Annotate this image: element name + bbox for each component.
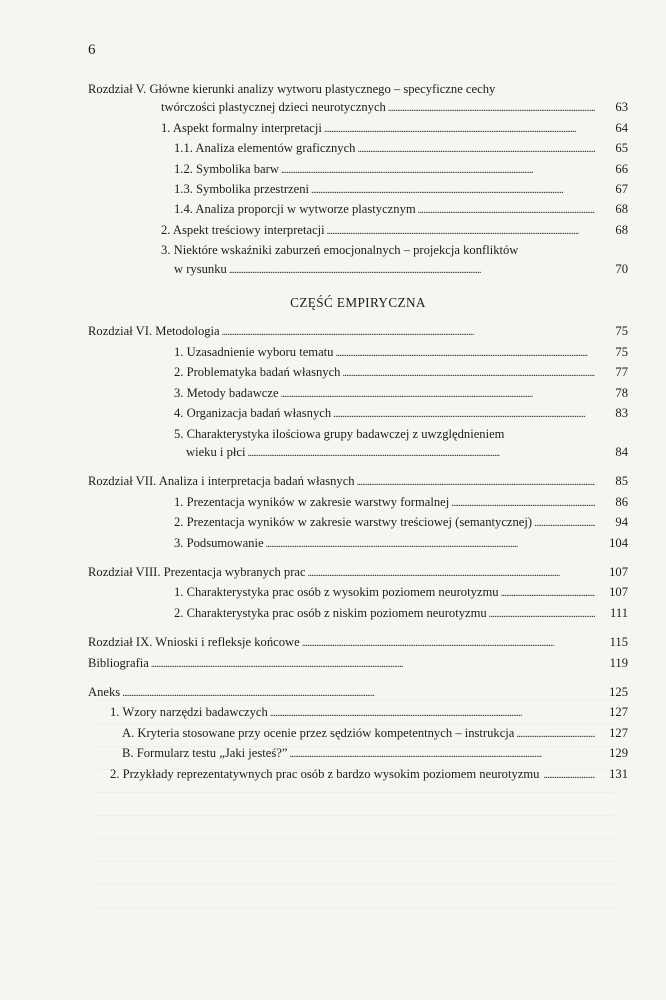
toc-entry: 1. Uzasadnienie wyboru tematu . . . 75 [88,343,628,363]
toc-entry: 2. Przykłady reprezentatywnych prac osób z bardzo wysokim poziomem neurotyzmu . . . 131 [88,765,628,785]
chapter-5-title-cont: twórczości plastycznej dzieci neurotycznych . . . 63 [88,98,628,118]
toc-entry: 2. Charakterystyka prac osób z niskim poziomem neurotyzmu . . . 111 [88,604,628,624]
toc-entry: 1.2. Symbolika barw . . . 66 [88,160,628,180]
toc-entry: 1. Wzory narzędzi badawczych . . . 127 [88,703,628,723]
chapter-8-title: Rozdział VIII. Prezentacja wybranych prac . . . 107 [88,563,628,583]
toc-entry: 1. Aspekt formalny interpretacji . . . 64 [88,119,628,139]
chapter-9-title: Rozdział IX. Wnioski i refleksje końcowe . . . 115 [88,633,628,653]
toc-entry: 3. Metody badawcze . . . 78 [88,384,628,404]
toc-entry: 4. Organizacja badań własnych . . . 83 [88,404,628,424]
toc-entry-multiline: 5. Charakterystyka ilościowa grupy badawczej z uwzględnieniem [174,426,505,441]
toc-entry: 2. Aspekt treściowy interpretacji . . . 68 [88,221,628,241]
table-of-contents [88,80,628,785]
toc-entry: 1.4. Analiza proporcji w wytworze plastycznym . . . 68 [88,200,628,220]
toc-entry: B. Formularz testu „Jaki jesteś?” . . . 129 [88,744,628,764]
bibliography-entry: Bibliografia . . . 119 [88,654,628,674]
toc-entry: 1. Prezentacja wyników w zakresie warstwy formalnej . . . 86 [88,493,628,513]
toc-entry: 3. Podsumowanie . . . 104 [88,534,628,554]
annex-entry: Aneks . . . 125 [88,683,628,703]
toc-entry: 1. Charakterystyka prac osób z wysokim poziomem neurotyzmu . . . 107 [88,583,628,603]
chapter-7-title: Rozdział VII. Analiza i interpretacja badań własnych . . . 85 [88,472,628,492]
chapter-6-title: Rozdział VI. Metodologia . . . 75 [88,322,628,342]
toc-entry: 2. Prezentacja wyników w zakresie warstwy treściowej (semantycznej) . . . 94 [88,513,628,533]
toc-entry-multiline: 3. Niektóre wskaźniki zaburzeń emocjonalnych – projekcja konfliktów [161,243,519,258]
toc-entry: A. Kryteria stosowane przy ocenie przez sędziów kompetentnych – instrukcja . . . 127 [88,724,628,744]
show-through-background [95,700,615,980]
toc-entry-cont: w rysunku . . . 70 [88,260,628,280]
toc-entry-cont: wieku i płci . . . 84 [88,443,628,463]
toc-entry: 2. Problematyka badań własnych . . . 77 [88,363,628,383]
toc-entry: 1.1. Analiza elementów graficznych . . . 65 [88,139,628,159]
chapter-5-title: Rozdział V. Główne kierunki analizy wytworu plastycznego – specyficzne cechy [88,82,496,96]
toc-entry: 1.3. Symbolika przestrzeni . . . 67 [88,180,628,200]
page-number: 6 [88,42,96,58]
dot-leader [388,98,595,118]
section-heading-empirical: CZĘŚĆ EMPIRYCZNA [290,295,426,311]
